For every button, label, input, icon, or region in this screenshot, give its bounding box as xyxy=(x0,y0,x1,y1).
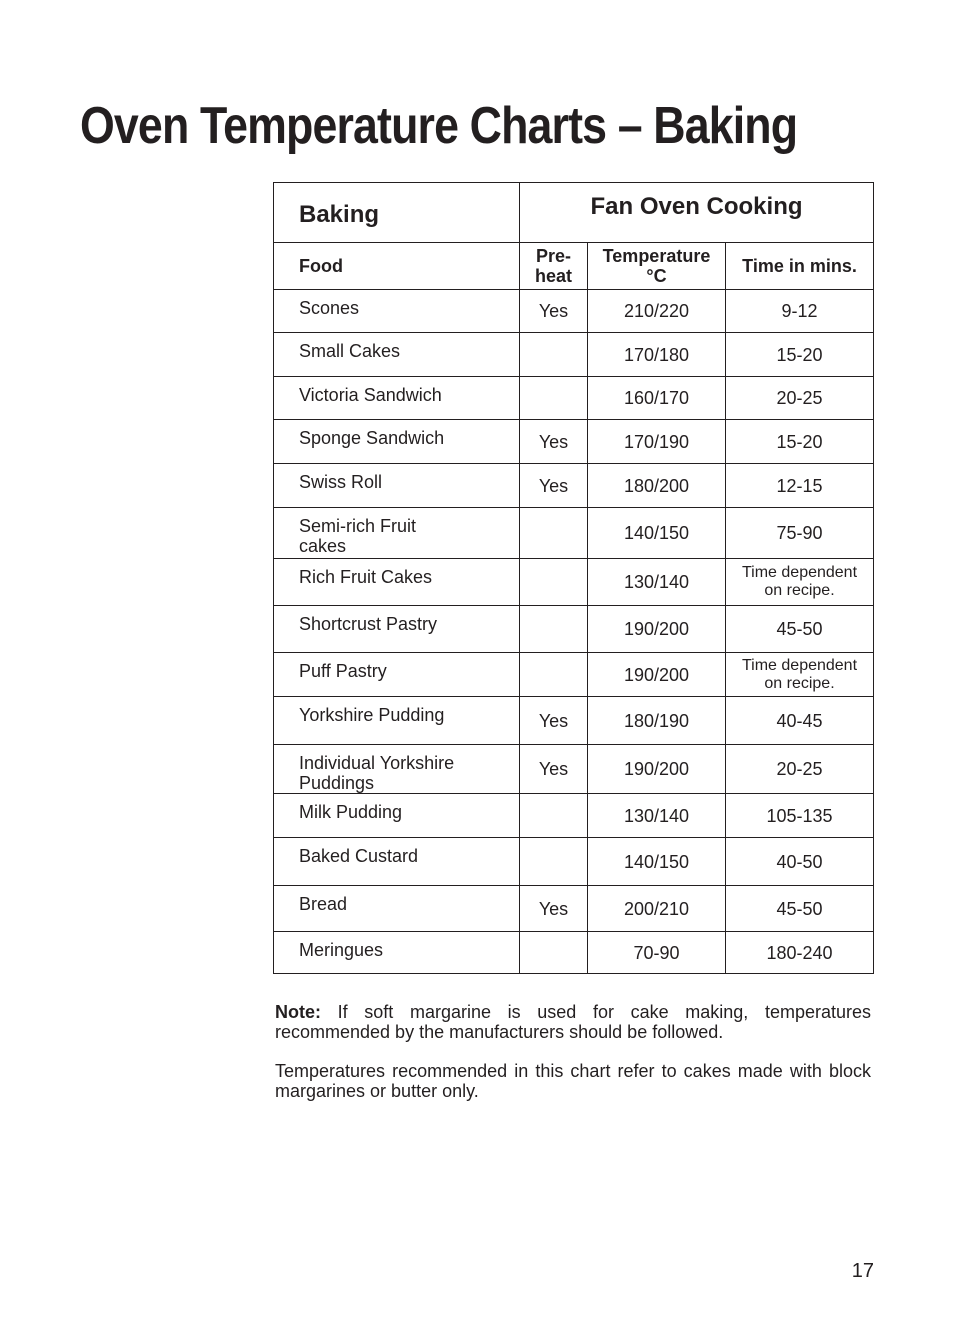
time-value: 40-45 xyxy=(776,710,823,731)
food-name: Scones xyxy=(299,298,360,318)
time-value: 20-25 xyxy=(776,388,823,408)
table-row xyxy=(274,697,874,745)
table-row xyxy=(274,377,874,420)
food-cell xyxy=(274,697,520,745)
note-text: If soft margarine is used for cake making, temperatures recommended by the manufacturers should be followed. xyxy=(275,1002,871,1042)
time-value: 40-50 xyxy=(776,851,823,872)
food-cell xyxy=(274,420,520,464)
table-row xyxy=(274,606,874,653)
food-cell xyxy=(274,559,520,606)
time-value: 45-50 xyxy=(776,619,823,639)
preheat-cell xyxy=(520,559,588,606)
food-column-header: Food xyxy=(274,243,520,290)
preheat-header-line: Pre- xyxy=(535,246,571,266)
time-cell xyxy=(726,794,874,838)
preheat-cell: Yes xyxy=(520,420,588,464)
baking-header: Baking xyxy=(274,183,520,243)
temperature-cell: 190/200 xyxy=(588,745,726,794)
time-cell xyxy=(726,745,874,794)
temperature-cell: 140/150 xyxy=(588,838,726,886)
time-cell xyxy=(726,377,874,420)
temperature-cell: 190/200 xyxy=(588,606,726,653)
table-row xyxy=(274,653,874,697)
time-value: 9-12 xyxy=(781,301,818,321)
temperature-cell: 70-90 xyxy=(588,932,726,974)
temperature-cell: 130/140 xyxy=(588,559,726,606)
page-title: Oven Temperature Charts – Baking xyxy=(80,97,798,155)
table-row xyxy=(274,745,874,794)
time-cell xyxy=(726,464,874,508)
temperature-cell: 210/220 xyxy=(588,290,726,333)
preheat-cell xyxy=(520,794,588,838)
food-cell xyxy=(274,838,520,886)
food-name: Baked Custard xyxy=(299,846,419,866)
preheat-cell xyxy=(520,377,588,420)
preheat-cell xyxy=(520,333,588,377)
food-name: Victoria Sandwich xyxy=(299,385,442,405)
preheat-cell xyxy=(520,606,588,653)
time-cell xyxy=(726,333,874,377)
time-cell xyxy=(726,838,874,886)
table-row xyxy=(274,932,874,974)
food-cell xyxy=(274,290,520,333)
time-column-header: Time in mins. xyxy=(726,243,874,290)
time-cell xyxy=(726,290,874,333)
time-value: on recipe. xyxy=(764,582,835,599)
food-name: Sponge Sandwich xyxy=(299,428,445,448)
food-cell xyxy=(274,377,520,420)
time-value: 15-20 xyxy=(776,344,823,365)
time-cell xyxy=(726,697,874,745)
preheat-cell xyxy=(520,838,588,886)
preheat-cell: Yes xyxy=(520,697,588,745)
preheat-cell: Yes xyxy=(520,745,588,794)
preheat-cell: Yes xyxy=(520,464,588,508)
time-value: 45-50 xyxy=(776,898,823,919)
food-name: Bread xyxy=(299,894,348,914)
food-cell xyxy=(274,464,520,508)
time-cell xyxy=(726,886,874,932)
table-row xyxy=(274,333,874,377)
table-row xyxy=(274,559,874,606)
food-cell xyxy=(274,745,520,794)
food-cell xyxy=(274,794,520,838)
preheat-header-line: heat xyxy=(534,266,572,286)
temperature-note: Temperatures recommended in this chart refer to cakes made with block margarines or butter only. xyxy=(275,1061,871,1101)
time-value: Time dependent xyxy=(741,656,858,674)
food-cell xyxy=(274,606,520,653)
margarine-note xyxy=(275,1002,871,1042)
food-cell xyxy=(274,653,520,697)
preheat-column-header xyxy=(520,243,588,290)
food-cell xyxy=(274,886,520,932)
baking-temperature-table xyxy=(273,182,874,974)
table-row xyxy=(274,886,874,932)
preheat-cell: Yes xyxy=(520,290,588,333)
temperature-cell: 200/210 xyxy=(588,886,726,932)
food-name: Shortcrust Pastry xyxy=(299,614,438,634)
food-name: Meringues xyxy=(299,940,384,960)
fan-oven-cooking-header: Fan Oven Cooking xyxy=(520,183,874,243)
food-name: Individual Yorkshire xyxy=(299,753,455,773)
temperature-cell: 160/170 xyxy=(588,377,726,420)
time-value: 20-25 xyxy=(776,759,823,779)
preheat-cell: Yes xyxy=(520,886,588,932)
food-name: Yorkshire Pudding xyxy=(299,705,445,725)
time-cell xyxy=(726,606,874,653)
food-name: Swiss Roll xyxy=(299,472,383,492)
time-value: 75-90 xyxy=(776,523,823,543)
temperature-cell: 130/140 xyxy=(588,794,726,838)
table-row xyxy=(274,420,874,464)
time-value: 180-240 xyxy=(766,942,833,963)
time-value: 105-135 xyxy=(766,805,833,826)
food-name: Rich Fruit Cakes xyxy=(299,567,433,587)
food-name: Milk Pudding xyxy=(299,802,403,822)
temperature-column-header xyxy=(588,243,726,290)
food-name: Puff Pastry xyxy=(299,661,387,681)
time-value: 12-15 xyxy=(776,475,823,496)
table-row xyxy=(274,838,874,886)
food-cell xyxy=(274,932,520,974)
page-number: 17 xyxy=(851,1260,874,1282)
table-row xyxy=(274,464,874,508)
food-name: Small Cakes xyxy=(299,341,401,361)
preheat-cell xyxy=(520,932,588,974)
time-cell xyxy=(726,559,874,606)
food-name: Semi-rich Fruit xyxy=(299,516,417,536)
time-value: 15-20 xyxy=(776,431,823,452)
food-name: Puddings xyxy=(299,773,375,793)
time-cell xyxy=(726,508,874,559)
temperature-header-line: Temperature xyxy=(602,246,711,266)
temperature-cell: 190/200 xyxy=(588,653,726,697)
food-name: cakes xyxy=(299,536,347,556)
time-value: on recipe. xyxy=(764,674,835,692)
food-cell xyxy=(274,508,520,559)
table-row xyxy=(274,794,874,838)
food-cell xyxy=(274,333,520,377)
time-cell xyxy=(726,420,874,464)
note-label: Note: xyxy=(275,1002,321,1022)
preheat-cell xyxy=(520,653,588,697)
temperature-cell: 170/180 xyxy=(588,333,726,377)
temperature-cell: 180/190 xyxy=(588,697,726,745)
time-cell xyxy=(726,932,874,974)
time-cell xyxy=(726,653,874,697)
time-value: Time dependent xyxy=(741,564,858,581)
table-row xyxy=(274,508,874,559)
temperature-header-line: °C xyxy=(646,266,667,286)
temperature-cell: 180/200 xyxy=(588,464,726,508)
temperature-cell: 170/190 xyxy=(588,420,726,464)
preheat-cell xyxy=(520,508,588,559)
table-row xyxy=(274,290,874,333)
temperature-cell: 140/150 xyxy=(588,508,726,559)
